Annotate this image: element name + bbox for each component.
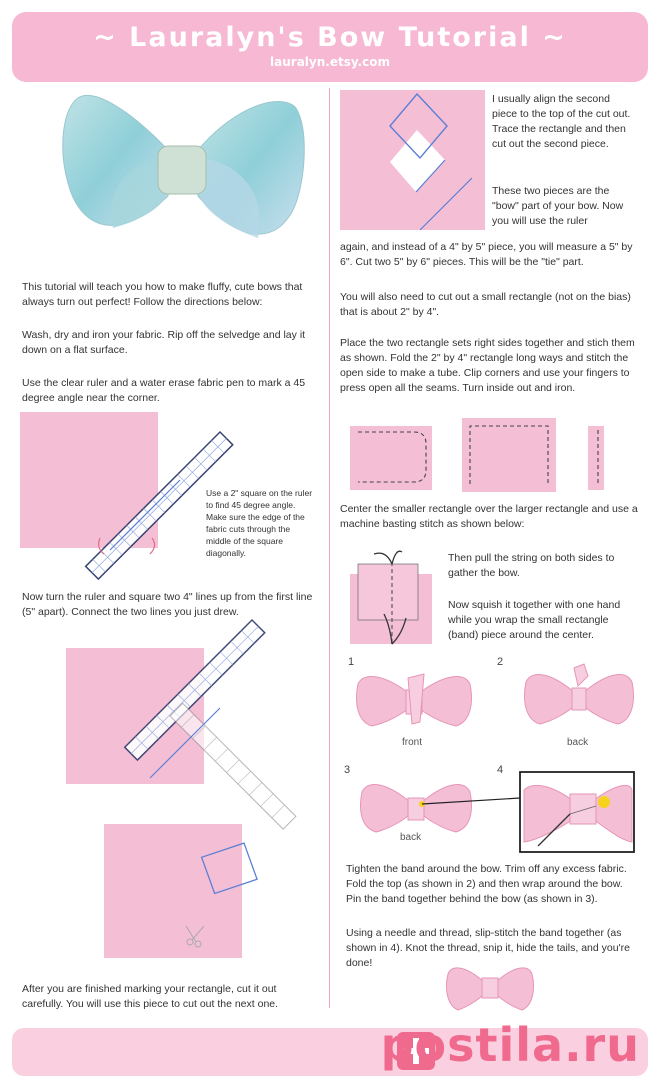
- step-number-3: 3: [344, 764, 351, 776]
- rectangle-marking-diagram: [20, 620, 320, 970]
- bow-front-diagram: [354, 664, 474, 744]
- step-square-text: Now turn the ruler and square two 4" lines up from the first line (5" apart). Connect the two lines you just drew.: [22, 591, 313, 618]
- basting-diagram: [346, 548, 446, 648]
- intro-text: This tutorial will teach you how to make fluffy, cute bows that always turn out perfect! Follow the directions below:: [22, 281, 303, 308]
- step-wash-text: Wash, dry and iron your fabric. Rip off the selvedge and lay it down on a flat surface.: [22, 329, 306, 356]
- slip-stitch-text: Using a needle and thread, slip-stitch the band together (as shown in 4). Knot the thread, snip it, hide the tails, and you're done!: [346, 927, 630, 969]
- tie-part-text: again, and instead of a 4" by 5" piece, you will measure a 5" by 6". Cut two 5" by 6" pieces. This will be the "tie" part.: [340, 241, 633, 268]
- bow-part-text: These two pieces are the "bow" part of your bow. Now you will use the ruler: [492, 185, 624, 227]
- step-ruler-text: Use the clear ruler and a water erase fabric pen to mark a 45 degree angle near the corner.: [22, 377, 306, 404]
- page-title: ~ Lauralyn's Bow Tutorial ~: [93, 22, 567, 53]
- watermark-text: postila.ru: [380, 1018, 640, 1072]
- align-text: I usually align the second piece to the top of the cut out. Trace the rectangle and then cut out the second piece.: [492, 93, 631, 150]
- stitched-pieces-diagram: [350, 418, 610, 498]
- step-number-2: 2: [497, 656, 504, 668]
- step-number-1: 1: [348, 656, 355, 668]
- ruler-caption: Use a 2" square on the ruler to find 45 degree angle. Make sure the edge of the fabric cuts through the middle of the square diagonally.: [206, 488, 313, 558]
- step-number-4: 4: [497, 764, 504, 776]
- center-rect-text: Center the smaller rectangle over the larger rectangle and use a machine basting stitch as shown below:: [340, 503, 638, 530]
- finished-bow-diagram: [444, 960, 536, 1026]
- back-label-3: back: [400, 832, 422, 843]
- tighten-band-text: Tighten the band around the bow. Trim off any excess fabric. Fold the top (as shown in 2) and then wrap around the bow. Pin the band together behind the bow (as shown in 3).: [346, 863, 627, 905]
- pull-string-text: Then pull the string on both sides to gather the bow.: [448, 552, 615, 579]
- front-label: front: [402, 737, 423, 748]
- squish-text: Now squish it together with one hand while you wrap the small rectangle (band) piece around the center.: [448, 599, 621, 641]
- back-label-2: back: [567, 737, 589, 748]
- stitch-text: Place the two rectangle sets right sides together and stich them as shown. Fold the 2" by 4" rectangle long ways and stitch the open side to make a tube. Clip corners and use your fingers to press open all the seams. Turn inside out and iron.: [340, 337, 635, 394]
- website-link[interactable]: lauralyn.etsy.com: [270, 55, 390, 69]
- header-banner: [12, 12, 648, 82]
- bow-photo: [58, 88, 308, 260]
- band-rect-text: You will also need to cut out a small rectangle (not on the bias) that is about 2" by 4".: [340, 291, 631, 318]
- cut-out-text: After you are finished marking your rectangle, cut it out carefully. You will use this piece to cut out the next one.: [22, 983, 279, 1010]
- second-piece-diagram: [340, 90, 490, 235]
- bow-back-diagram: [522, 660, 637, 740]
- column-divider: [329, 88, 330, 1008]
- slip-stitch-closeup: [420, 766, 640, 856]
